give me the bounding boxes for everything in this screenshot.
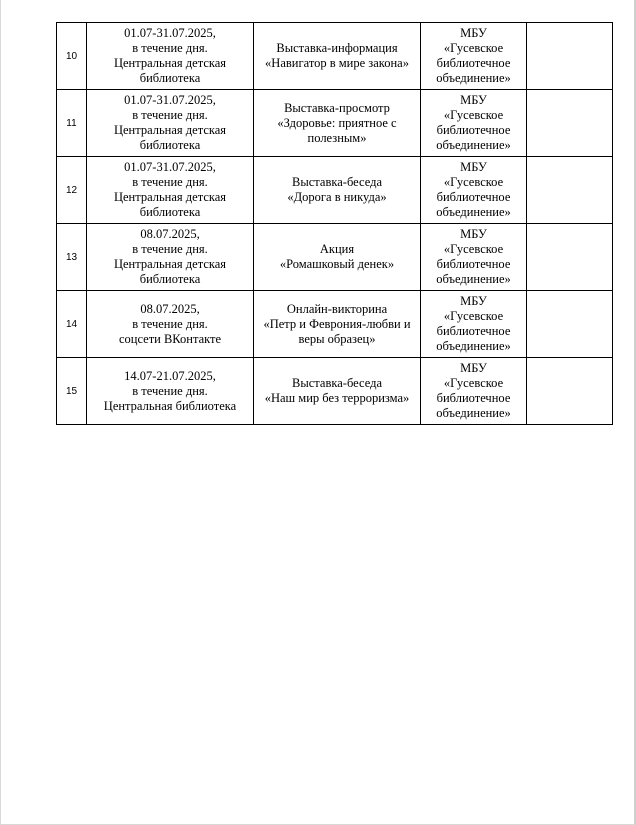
organizer-line: МБУ: [460, 26, 487, 40]
event-time: в течение дня.: [132, 316, 208, 331]
row-number: 11: [57, 90, 87, 157]
event-time: в течение дня.: [132, 175, 208, 189]
organizer-line: библиотечное: [436, 123, 511, 137]
table-row: [57, 157, 613, 224]
empty-cell: [527, 358, 613, 425]
organizer-line: МБУ: [460, 227, 487, 241]
events-table-body: [57, 23, 613, 425]
event-cell: [254, 23, 421, 90]
organizer-line: «Гусевское: [443, 376, 504, 390]
date-place-cell: [87, 358, 254, 425]
empty-cell: [527, 23, 613, 90]
row-number: 12: [57, 157, 87, 224]
date-place-cell: [87, 291, 254, 358]
event-date: 01.07-31.07.2025,: [124, 93, 216, 107]
event-title: «Здоровье: приятное с полезным»: [277, 115, 397, 145]
event-title: «Петр и Феврония-любви и веры образец»: [263, 316, 411, 346]
event-time: в течение дня.: [132, 242, 208, 256]
row-number: 14: [57, 291, 87, 358]
event-cell: [254, 224, 421, 291]
event-title: «Навигатор в мире закона»: [265, 56, 409, 70]
organizer-line: библиотечное: [436, 56, 511, 70]
table-row: [57, 291, 613, 358]
date-place-cell: [87, 224, 254, 291]
organizer-line: «Гусевское: [443, 108, 504, 122]
event-place: Центральная детская библиотека: [113, 190, 227, 219]
organizer-line: библиотечное: [436, 324, 511, 338]
event-date: 08.07.2025,: [140, 227, 200, 241]
table-row: [57, 358, 613, 425]
event-date: 08.07.2025,: [140, 301, 200, 316]
organizer-cell: [421, 23, 527, 90]
event-type: Выставка-беседа: [292, 376, 382, 390]
event-type: Выставка-беседа: [292, 175, 382, 189]
organizer-line: библиотечное: [436, 391, 511, 405]
event-cell: [254, 358, 421, 425]
row-number: 10: [57, 23, 87, 90]
event-date: 14.07-21.07.2025,: [124, 368, 216, 383]
organizer-line: объединение»: [436, 272, 511, 286]
organizer-cell: [421, 291, 527, 358]
event-cell: [254, 291, 421, 358]
event-cell: [254, 157, 421, 224]
event-cell: [254, 90, 421, 157]
event-title: «Ромашковый денек»: [279, 257, 395, 271]
events-table: [56, 22, 613, 425]
event-time: в течение дня.: [132, 41, 208, 55]
organizer-line: МБУ: [460, 361, 487, 375]
event-type: Онлайн-викторина: [286, 301, 388, 316]
event-title: «Наш мир без терроризма»: [264, 391, 410, 405]
event-title: «Дорога в никуда»: [287, 190, 387, 204]
event-place: Центральная библиотека: [103, 398, 237, 413]
organizer-line: библиотечное: [436, 190, 511, 204]
organizer-line: «Гусевское: [443, 175, 504, 189]
date-place-cell: [87, 157, 254, 224]
event-type: Акция: [319, 242, 355, 256]
event-place: Центральная детская библиотека: [113, 257, 227, 286]
organizer-line: «Гусевское: [443, 41, 504, 55]
organizer-line: МБУ: [460, 294, 487, 308]
organizer-cell: [421, 157, 527, 224]
organizer-line: «Гусевское: [443, 242, 504, 256]
organizer-line: объединение»: [436, 205, 511, 219]
organizer-line: МБУ: [460, 160, 487, 174]
event-type: Выставка-информация: [276, 41, 398, 55]
row-number: 13: [57, 224, 87, 291]
table-row: [57, 90, 613, 157]
event-date: 01.07-31.07.2025,: [124, 26, 216, 40]
empty-cell: [527, 157, 613, 224]
organizer-line: «Гусевское: [443, 309, 504, 323]
event-type: Выставка-просмотр: [284, 100, 390, 115]
date-place-cell: [87, 23, 254, 90]
event-place: Центральная детская библиотека: [113, 123, 227, 152]
event-date: 01.07-31.07.2025,: [124, 160, 216, 174]
row-number: 15: [57, 358, 87, 425]
organizer-line: объединение»: [436, 339, 511, 353]
event-time: в течение дня.: [132, 108, 208, 122]
empty-cell: [527, 90, 613, 157]
organizer-line: объединение»: [436, 71, 511, 85]
organizer-line: объединение»: [436, 138, 511, 152]
date-place-cell: [87, 90, 254, 157]
organizer-line: библиотечное: [436, 257, 511, 271]
table-row: [57, 224, 613, 291]
table-row: [57, 23, 613, 90]
organizer-line: МБУ: [460, 93, 487, 107]
empty-cell: [527, 224, 613, 291]
event-place: Центральная детская библиотека: [113, 56, 227, 85]
organizer-cell: [421, 224, 527, 291]
organizer-cell: [421, 90, 527, 157]
empty-cell: [527, 291, 613, 358]
organizer-cell: [421, 358, 527, 425]
event-place: соцсети ВКонтакте: [118, 331, 222, 346]
organizer-line: объединение»: [436, 406, 511, 420]
event-time: в течение дня.: [132, 383, 208, 398]
